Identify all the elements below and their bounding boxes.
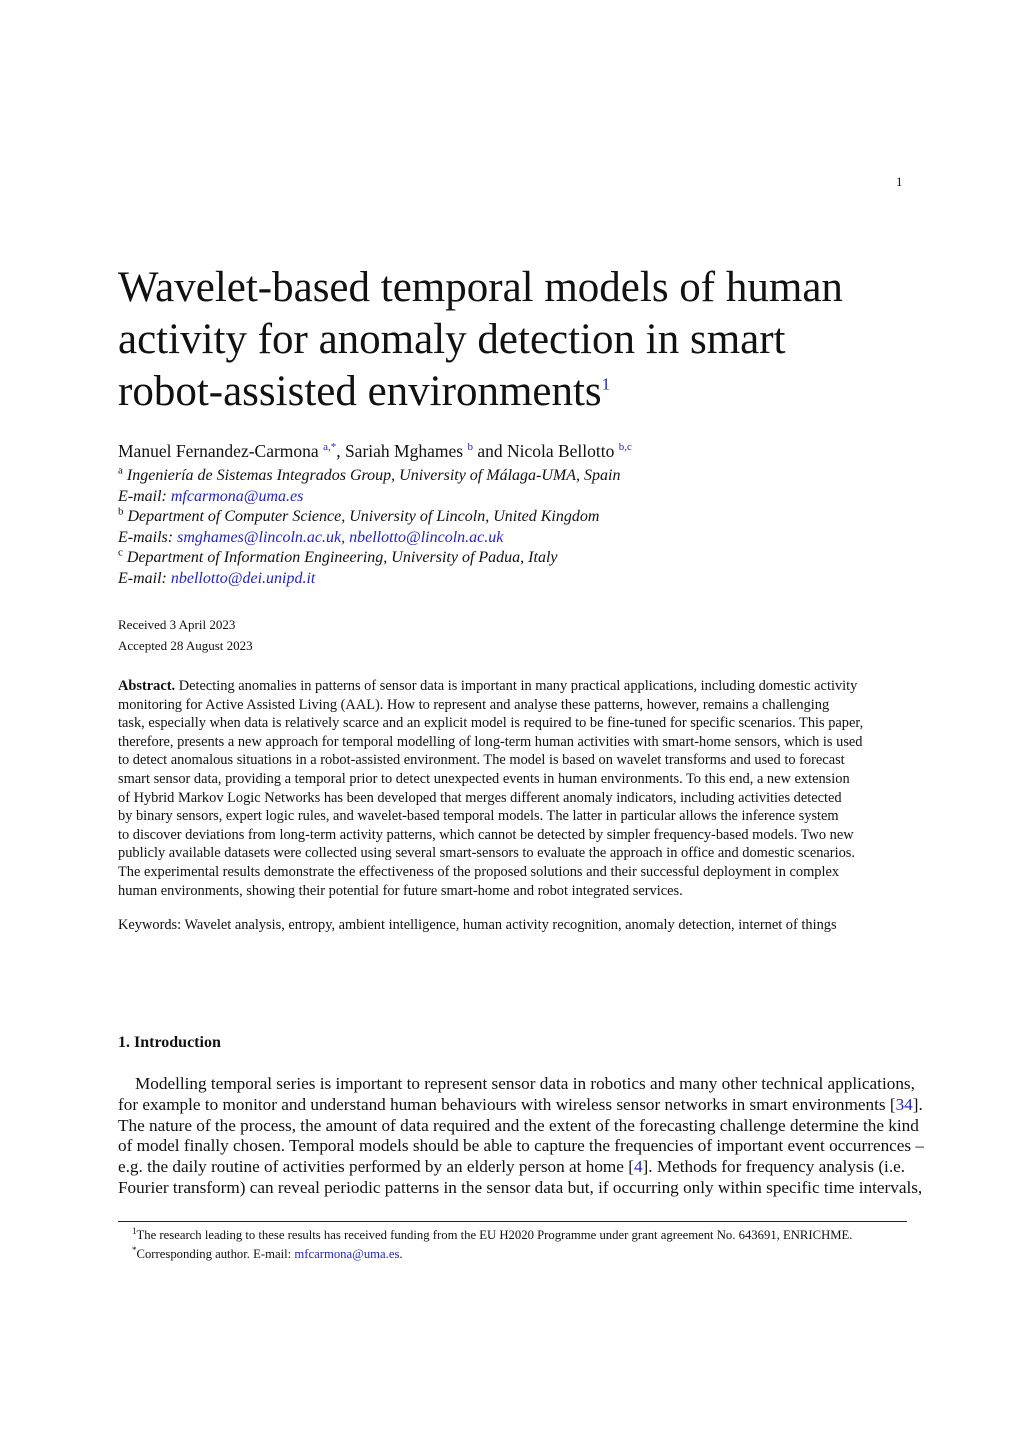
citation-link[interactable]: 34: [895, 1094, 913, 1114]
abstract: [118, 677, 926, 900]
author-affiliation-link[interactable]: a,*: [323, 441, 337, 454]
affiliation-line: [118, 466, 620, 487]
abstract-line: to discover deviations from long-term activity patterns, which cannot be detected by simpler frequency-based models. Two new: [118, 826, 854, 843]
introduction-paragraph: [118, 1074, 926, 1199]
affiliations: [118, 466, 620, 589]
abstract-line: publicly available datasets were collected using several smart-sensors to evaluate the approach in office and domestic scenarios.: [118, 845, 855, 862]
title-line-3: robot-assisted environments: [118, 368, 602, 415]
section-heading: 1. Introduction: [118, 1034, 221, 1051]
email-link[interactable]: smghames@lincoln.ac.uk, nbellotto@lincoln.ac.uk: [177, 528, 504, 546]
author-name: Manuel Fernandez-Carmona: [118, 441, 319, 461]
affiliation-mark: b: [118, 505, 124, 518]
affiliation-line: [118, 507, 620, 528]
title-line-2: activity for anomaly detection in smart: [118, 316, 786, 363]
accepted-date: Accepted 28 August 2023: [118, 638, 253, 653]
publication-dates: [118, 614, 253, 656]
email-line: E-mail: mfcarmona@uma.es: [118, 487, 304, 505]
abstract-label: Abstract.: [118, 678, 176, 694]
author-name: Nicola Bellotto: [506, 441, 615, 461]
abstract-line: of Hybrid Markov Logic Networks has been developed that merges different anomaly indicators, including activities detected: [118, 789, 842, 806]
abstract-line: The experimental results demonstrate the effectiveness of the proposed solutions and their successful deployment in complex: [118, 863, 840, 880]
citation-link[interactable]: 4: [633, 1157, 643, 1177]
email-link[interactable]: mfcarmona@uma.es: [170, 487, 304, 505]
abstract-line: to detect anomalous situations in a robot-assisted environment. The model is based on wavelet transforms and used to forecast: [118, 752, 845, 769]
footnote-mark: *: [132, 1244, 137, 1255]
keywords: Keywords: Wavelet analysis, entropy, ambient intelligence, human activity recognition, anomaly detection, internet of things: [118, 917, 837, 933]
paper-title: [118, 262, 918, 418]
title-footnote-link[interactable]: 1: [601, 374, 611, 394]
paragraph-line: for example to monitor and understand human behaviours with wireless sensor networks in smart environments [34].: [118, 1094, 923, 1114]
paragraph-line: The nature of the process, the amount of data required and the extent of the forecasting challenge determine the kind: [118, 1115, 919, 1135]
author-affiliation-link[interactable]: b: [467, 441, 473, 454]
page-number: 1: [896, 174, 903, 189]
footnote-funding: $^1$The research leading to these results has received funding from the EU H2020 Programme under grant agreement No. 643691, ENRICHME.: [132, 1225, 853, 1242]
email-link[interactable]: nbellotto@dei.unipd.it: [170, 569, 316, 587]
abstract-line: therefore, presents a new approach for temporal modelling of long-term human activities with smart-home sensors, which is used: [118, 733, 863, 750]
email-line: E-mails: smghames@lincoln.ac.uk, nbellotto@lincoln.ac.uk: [118, 528, 504, 546]
paragraph-line: of model finally chosen. Temporal models should be able to capture the frequencies of important event occurrences –: [118, 1136, 925, 1156]
abstract-line: monitoring for Active Assisted Living (AAL). How to represent and analyse these patterns, however, remains a challenging: [118, 696, 830, 713]
abstract-line: human environments, showing their potential for future smart-home and robot integrated services.: [118, 882, 683, 899]
email-link[interactable]: mfcarmona@uma.es: [294, 1247, 400, 1261]
received-date: Received 3 April 2023: [118, 617, 236, 632]
affiliation-line: [118, 548, 620, 569]
paragraph-line: Modelling temporal series is important to represent sensor data in robotics and many other technical applications,: [135, 1074, 915, 1093]
affiliation-text: Department of Information Engineering, University of Padua, Italy: [122, 549, 558, 566]
paragraph-line: e.g. the daily routine of activities performed by an elderly person at home [4]. Methods for frequency analysis (i.e.: [118, 1157, 906, 1177]
paragraph-line: Fourier transform) can reveal periodic patterns in the sensor data but, if occurring only within specific time intervals,: [118, 1177, 923, 1197]
footnote-corresponding: *Corresponding author. E-mail: mfcarmona@uma.es.: [132, 1244, 403, 1261]
author-list: Manuel Fernandez-Carmona $^{a,*}$, Sariah Mghames $^b$ and Nicola Bellotto $^{b,c}$: [118, 441, 632, 461]
abstract-line: by binary sensors, expert logic rules, and wavelet-based temporal models. The latter in particular allows the inference system: [118, 808, 839, 825]
footnote-mark: 1: [132, 1225, 137, 1236]
affiliation-mark: c: [118, 546, 123, 559]
abstract-line: smart sensor data, providing a temporal prior to detect unexpected events in human environments. To this end, a new extension: [118, 770, 850, 787]
footnotes: [132, 1226, 852, 1264]
affiliation-mark: a: [118, 464, 123, 477]
abstract-line: Abstract. Detecting anomalies in patterns of sensor data is important in many practical applications, including domestic activity: [118, 678, 858, 694]
email-line: E-mail: nbellotto@dei.unipd.it: [118, 569, 316, 587]
author-name: Sariah Mghames: [344, 441, 464, 461]
author-affiliation-link[interactable]: b,c: [618, 441, 632, 454]
abstract-line: task, especially when data is relatively scarce and an explicit model is required to be fine-tuned for specific scenarios. This paper,: [118, 715, 864, 732]
affiliation-text: Ingeniería de Sistemas Integrados Group, University of Málaga-UMA, Spain: [122, 467, 621, 484]
footnote-divider: [118, 1221, 907, 1222]
affiliation-text: Department of Computer Science, University of Lincoln, United Kingdom: [123, 508, 600, 525]
title-line-1: Wavelet-based temporal models of human: [118, 264, 843, 311]
